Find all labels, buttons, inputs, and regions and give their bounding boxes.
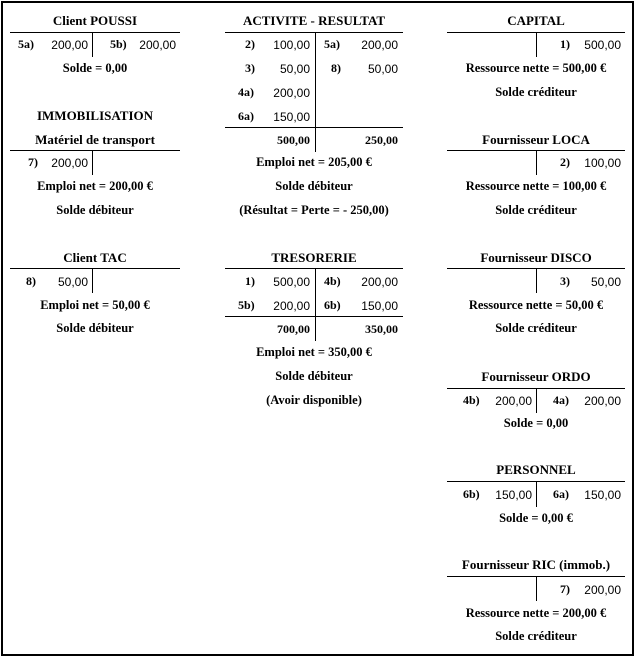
account-title: Fournisseur LOCA (482, 132, 590, 147)
total-right: 250,00 (365, 133, 398, 147)
net-usage-text: Emploi net = 50,00 € (40, 298, 150, 312)
t-account-divider (536, 32, 537, 57)
t-account-divider (536, 268, 537, 293)
entry-amount: 200,00 (273, 86, 310, 100)
section-heading: IMMOBILISATION (36, 108, 154, 123)
balance-text: Solde débiteur (275, 179, 353, 193)
balance-text: Solde débiteur (56, 321, 134, 335)
entry-ref: 6b) (324, 298, 341, 312)
entry-amount: 500,00 (273, 275, 310, 289)
t-account-top-line (225, 268, 403, 269)
net-usage-text: Emploi net = 205,00 € (256, 155, 372, 169)
t-account-divider (315, 32, 316, 152)
account-title: Matériel de transport (35, 132, 155, 147)
net-resource-text: Ressource nette = 100,00 € (465, 179, 607, 193)
total-line (225, 127, 403, 128)
entry-amount: 200,00 (361, 275, 398, 289)
balance-text: Solde débiteur (56, 203, 134, 217)
entry-amount: 200,00 (495, 394, 532, 408)
net-usage-text: Emploi net = 200,00 € (37, 179, 153, 193)
net-usage-text: Emploi net = 350,00 € (256, 345, 372, 359)
entry-amount: 100,00 (273, 38, 310, 52)
account-title: Fournisseur ORDO (481, 369, 591, 384)
t-account-divider (536, 388, 537, 413)
entry-ref: 1) (245, 274, 255, 288)
entry-amount: 200,00 (361, 38, 398, 52)
entry-amount: 200,00 (139, 38, 176, 52)
cash-note: (Avoir disponible) (266, 393, 362, 407)
entry-amount: 50,00 (367, 62, 398, 76)
entry-ref: 8) (26, 274, 36, 288)
account-title: CAPITAL (507, 13, 565, 28)
entry-amount: 150,00 (361, 299, 398, 313)
t-account-divider (536, 150, 537, 175)
account-title: Client POUSSI (52, 13, 138, 28)
entry-ref: 1) (560, 37, 570, 51)
entry-amount: 200,00 (584, 394, 621, 408)
total-right: 350,00 (365, 322, 398, 336)
entry-ref: 3) (560, 274, 570, 288)
t-account-top-line (10, 150, 180, 151)
balance-text: Solde débiteur (275, 369, 353, 383)
account-title: ACTIVITE - RESULTAT (242, 13, 386, 28)
entry-ref: 6b) (463, 487, 480, 501)
net-resource-text: Ressource nette = 50,00 € (468, 298, 604, 312)
result-note: (Résultat = Perte = - 250,00) (239, 203, 389, 217)
balance-text: Solde = 0,00 (503, 416, 569, 430)
total-left: 700,00 (277, 322, 310, 336)
t-account-divider (92, 32, 93, 57)
entry-amount: 200,00 (273, 299, 310, 313)
entry-amount: 200,00 (51, 38, 88, 52)
entry-ref: 5a) (324, 37, 340, 51)
balance-text: Solde créditeur (495, 203, 577, 217)
account-title: TRESORERIE (271, 250, 357, 265)
entry-amount: 50,00 (57, 275, 88, 289)
t-account-divider (92, 268, 93, 293)
entry-ref: 6a) (238, 109, 254, 123)
net-resource-text: Ressource nette = 200,00 € (465, 606, 607, 620)
entry-ref: 4b) (463, 393, 480, 407)
t-account-top-line (225, 32, 403, 33)
t-account-top-line (10, 32, 180, 33)
t-account-divider (92, 150, 93, 175)
entry-ref: 3) (245, 61, 255, 75)
total-line (225, 316, 403, 317)
t-account-top-line (10, 268, 180, 269)
account-title: Client TAC (63, 250, 127, 265)
entry-ref: 2) (245, 37, 255, 51)
entry-ref: 5b) (110, 37, 127, 51)
entry-ref: 4a) (238, 85, 254, 99)
entry-ref: 5a) (18, 37, 34, 51)
entry-amount: 500,00 (584, 38, 621, 52)
entry-ref: 7) (560, 582, 570, 596)
entry-amount: 200,00 (51, 156, 88, 170)
entry-ref: 7) (28, 155, 38, 169)
entry-amount: 100,00 (584, 156, 621, 170)
entry-ref: 4a) (553, 393, 569, 407)
balance-text: Solde = 0,00 (62, 61, 128, 75)
entry-ref: 2) (560, 155, 570, 169)
total-left: 500,00 (277, 133, 310, 147)
net-resource-text: Ressource nette = 500,00 € (465, 61, 607, 75)
balance-text: Solde créditeur (495, 629, 577, 643)
entry-amount: 150,00 (273, 110, 310, 124)
account-title: Fournisseur RIC (immob.) (461, 557, 611, 572)
entry-ref: 4b) (324, 274, 341, 288)
balance-text: Solde = 0,00 € (499, 511, 573, 525)
account-title: Fournisseur DISCO (480, 250, 592, 265)
entry-ref: 6a) (553, 487, 569, 501)
t-account-divider (536, 576, 537, 601)
entry-amount: 50,00 (279, 62, 310, 76)
entry-ref: 5b) (238, 298, 255, 312)
entry-amount: 200,00 (584, 583, 621, 597)
entry-amount: 50,00 (590, 275, 621, 289)
account-title: PERSONNEL (496, 462, 576, 477)
t-account-divider (536, 481, 537, 507)
entry-ref: 8) (331, 61, 341, 75)
entry-amount: 150,00 (584, 488, 621, 502)
t-account-divider (315, 268, 316, 341)
entry-amount: 150,00 (495, 488, 532, 502)
balance-text: Solde créditeur (495, 85, 577, 99)
balance-text: Solde créditeur (495, 321, 577, 335)
